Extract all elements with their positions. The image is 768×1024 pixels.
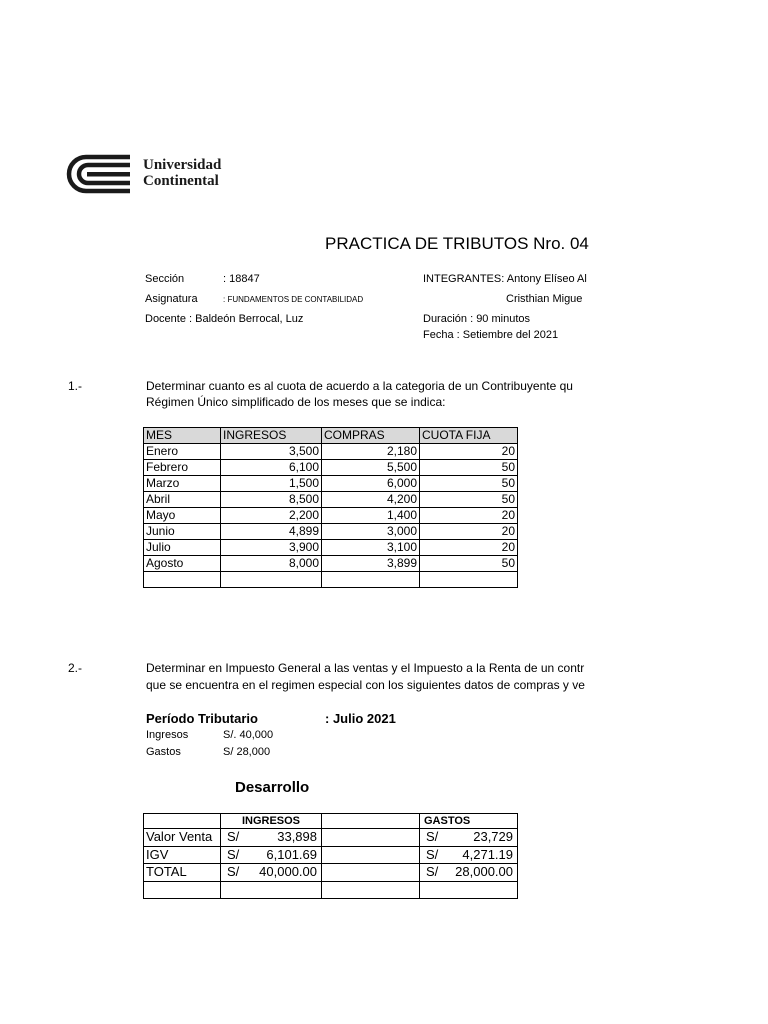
integrantes-line-1: INTEGRANTES: Antony Elíseo Al [423, 273, 587, 285]
value-cell: 6,100 [221, 460, 322, 476]
column-header: COMPRAS [322, 428, 420, 444]
table-row [144, 524, 518, 540]
desarrollo-heading: Desarrollo [235, 779, 310, 796]
table-row [144, 508, 518, 524]
table-row [144, 460, 518, 476]
value-cell: 3,000 [322, 524, 420, 540]
table-row [144, 829, 518, 847]
gastos-label: Gastos [146, 746, 181, 758]
empty-cell [420, 572, 518, 588]
value-cell: 20 [420, 508, 518, 524]
row-label: IGV [144, 846, 221, 864]
currency-symbol: S/ [426, 846, 439, 862]
month-cell: Julio [144, 540, 221, 556]
q1-text-line-1: Determinar cuanto es al cuota de acuerdo a la categoria de un Contribuyente qu [146, 379, 573, 393]
table-row [144, 864, 518, 882]
value-cell: 1,400 [322, 508, 420, 524]
empty-cell [221, 572, 322, 588]
table-row [144, 846, 518, 864]
value-cell: 4,200 [322, 492, 420, 508]
periodo-value: : Julio 2021 [325, 711, 396, 726]
value-cell: 8,500 [221, 492, 322, 508]
row-label: TOTAL [144, 864, 221, 882]
value-cell: 4,899 [221, 524, 322, 540]
value-cell: 2,200 [221, 508, 322, 524]
value-cell: 50 [420, 460, 518, 476]
column-header-gastos: GASTOS [420, 814, 518, 829]
value-cell: 8,000 [221, 556, 322, 572]
gastos-cell [420, 846, 518, 864]
amount: 28,000.00 [455, 864, 513, 880]
empty-cell [322, 881, 420, 899]
currency-symbol: S/ [227, 829, 240, 845]
duracion: Duración : 90 minutos [423, 313, 530, 325]
amount: 23,729 [473, 829, 513, 845]
table-row [144, 540, 518, 556]
value-cell: 1,500 [221, 476, 322, 492]
month-cell: Marzo [144, 476, 221, 492]
value-cell: 3,899 [322, 556, 420, 572]
value-cell: 50 [420, 476, 518, 492]
value-cell: 5,500 [322, 460, 420, 476]
month-cell: Mayo [144, 508, 221, 524]
gastos-value: S/ 28,000 [223, 746, 271, 758]
integrantes-line-2: Cristhian Migue [506, 293, 583, 305]
empty-cell [144, 572, 221, 588]
empty-cell [322, 829, 420, 847]
value-cell: 50 [420, 556, 518, 572]
q2-text-line-2: que se encuentra en el regimen especial con los siguientes datos de compras y ve [146, 678, 585, 692]
empty-cell [322, 572, 420, 588]
logo-line-2: Continental [143, 173, 219, 189]
table-row [144, 492, 518, 508]
column-header: CUOTA FIJA [420, 428, 518, 444]
value-cell: 20 [420, 524, 518, 540]
asignatura-value: : FUNDAMENTOS DE CONTABILIDAD [223, 295, 364, 304]
month-cell: Febrero [144, 460, 221, 476]
row-label: Valor Venta [144, 829, 221, 847]
university-emblem-icon [66, 154, 132, 194]
value-cell: 2,180 [322, 444, 420, 460]
university-logo [66, 154, 246, 194]
table-row [144, 476, 518, 492]
empty-row [144, 881, 518, 899]
ingresos-label: Ingresos [146, 729, 189, 741]
month-cell: Enero [144, 444, 221, 460]
logo-line-1: Universidad [143, 157, 222, 173]
gastos-cell [420, 864, 518, 882]
empty-cell [322, 846, 420, 864]
asignatura-label: Asignatura [145, 293, 198, 305]
q2-number: 2.- [68, 661, 83, 675]
column-header: MES [144, 428, 221, 444]
q1-cuota-table [143, 427, 518, 588]
month-cell: Junio [144, 524, 221, 540]
table-header-row [144, 428, 518, 444]
amount: 33,898 [277, 829, 317, 845]
currency-symbol: S/ [227, 864, 240, 880]
fecha: Fecha : Setiembre del 2021 [423, 329, 559, 341]
q2-text-line-1: Determinar en Impuesto General a las ventas y el Impuesto a la Renta de un contr [146, 661, 585, 675]
currency-symbol: S/ [227, 846, 240, 862]
ingresos-cell [221, 864, 322, 882]
value-cell: 3,100 [322, 540, 420, 556]
value-cell: 50 [420, 492, 518, 508]
value-cell: 6,000 [322, 476, 420, 492]
empty-cell [420, 881, 518, 899]
empty-cell [144, 814, 221, 829]
currency-symbol: S/ [426, 829, 439, 845]
q2-desarrollo-table [143, 813, 518, 899]
seccion-value: : 18847 [223, 273, 260, 285]
docente: Docente : Baldeón Berrocal, Luz [145, 313, 304, 325]
empty-cell [322, 864, 420, 882]
value-cell: 3,900 [221, 540, 322, 556]
table-row [144, 556, 518, 572]
q1-text-line-2: Régimen Único simplificado de los meses que se indica: [146, 395, 446, 409]
empty-cell [221, 881, 322, 899]
empty-cell [144, 881, 221, 899]
q1-number: 1.- [68, 379, 83, 393]
periodo-label: Período Tributario [146, 711, 258, 726]
empty-cell [322, 814, 420, 829]
gastos-cell [420, 829, 518, 847]
column-header-ingresos: INGRESOS [221, 814, 322, 829]
empty-row [144, 572, 518, 588]
amount: 6,101.69 [266, 846, 317, 862]
table-header-row [144, 814, 518, 829]
value-cell: 3,500 [221, 444, 322, 460]
currency-symbol: S/ [426, 864, 439, 880]
ingresos-cell [221, 829, 322, 847]
ingresos-value: S/. 40,000 [223, 729, 274, 741]
value-cell: 20 [420, 444, 518, 460]
ingresos-cell [221, 846, 322, 864]
page-title: PRACTICA DE TRIBUTOS Nro. 04 [325, 234, 589, 253]
amount: 40,000.00 [259, 864, 317, 880]
seccion-label: Sección [145, 273, 185, 285]
table-row [144, 444, 518, 460]
month-cell: Abril [144, 492, 221, 508]
amount: 4,271.19 [462, 846, 513, 862]
column-header: INGRESOS [221, 428, 322, 444]
month-cell: Agosto [144, 556, 221, 572]
value-cell: 20 [420, 540, 518, 556]
